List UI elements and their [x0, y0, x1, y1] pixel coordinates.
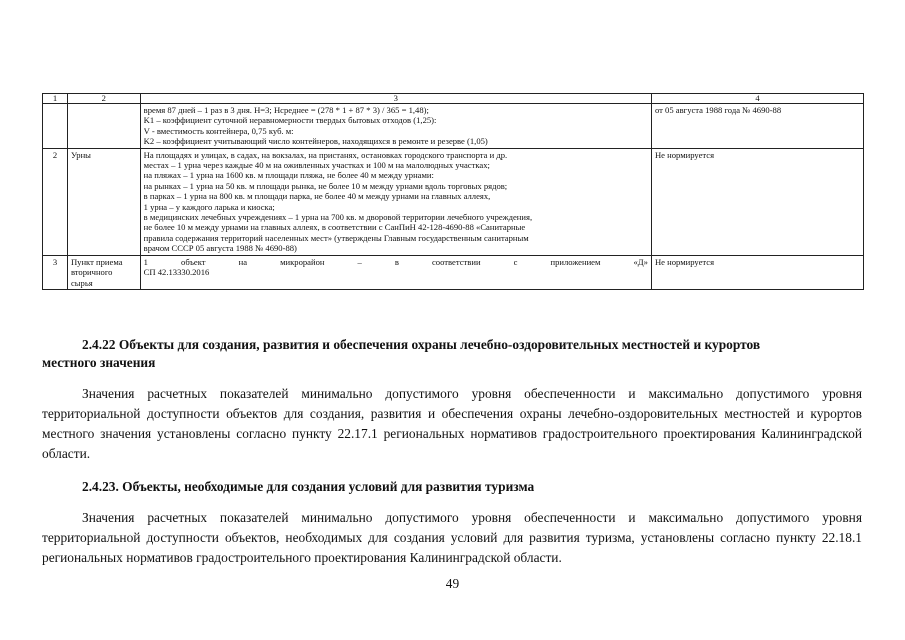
row-description — [140, 148, 651, 255]
spread-word: на — [238, 256, 248, 267]
spread-line — [144, 257, 648, 267]
description-line: На площадях и улицах, в садах, на вокзалах, на пристанях, остановках городского транспорта и др. — [143, 149, 508, 160]
heading-line: местного значения — [42, 355, 156, 370]
column-header: 3 — [140, 94, 651, 104]
description-line: врачом СССР 05 августа 1988 № 4690-88) — [143, 243, 297, 254]
spread-word: приложением — [550, 256, 601, 267]
description-line: на рынках – 1 урна на 50 кв. м площади рынка, не более 10 м между урнами вдоль торговых рядов; — [143, 180, 508, 191]
row-name-line: вторичного — [70, 267, 113, 278]
row-note: от 05 августа 1988 года № 4690-88 — [651, 104, 863, 149]
row-name — [67, 255, 140, 289]
row-note: Не нормируется — [651, 255, 863, 289]
description-line: V - вместимость контейнера, 0,75 куб. м: — [143, 125, 294, 136]
table-row — [43, 104, 864, 149]
section-paragraph-2-4-23 — [42, 508, 862, 568]
spread-word: микрорайон — [280, 256, 325, 267]
row-name-line: сырья — [70, 277, 93, 288]
table-row — [43, 148, 864, 255]
paragraph-text: Значения расчетных показателей минимально допустимого уровня обеспеченности и максимально допустимого уровня территориальной доступности объектов, необходимых для создания условий для развития туризма, установлены согласно пункту 22.18.1 региональных нормативов градостроительного проектирования Калининградской области. — [42, 510, 862, 565]
row-number — [43, 104, 68, 149]
description-line: СП 42.13330.2016 — [143, 267, 210, 278]
description-line: правила содержания территорий населенных мест» (утверждены Главным государственным санитарным — [143, 232, 529, 243]
row-number: 3 — [43, 255, 68, 289]
row-description — [140, 255, 651, 289]
spread-word: 1 — [143, 256, 148, 267]
description-line: K2 – коэффициент учитывающий число контейнеров, находящихся в ремонте и резерве (1,05) — [143, 136, 488, 147]
spread-word: соответствии — [431, 256, 481, 267]
heading-line: 2.4.23. Объекты, необходимые для создания условий для развития туризма — [82, 479, 535, 494]
section-heading-2-4-23 — [82, 478, 862, 496]
norms-table — [42, 93, 864, 290]
table-row — [43, 255, 864, 289]
paragraph-text: Значения расчетных показателей минимально допустимого уровня обеспеченности и максимально допустимого уровня территориальной доступности объектов для создания, развития и обеспечения охраны лечебно-оздоровительных местностей и курортов местного значения установлены согласно пункту 22.17.1 региональных нормативов градостроительного проектирования Калининградской области. — [42, 386, 862, 461]
spread-word: с — [513, 256, 518, 267]
description-line: местах – 1 урна через каждые 40 м на оживленных участках и 100 м на малолюдных участках; — [143, 160, 490, 171]
spread-word: объект — [181, 256, 206, 267]
spread-word: «Д» — [633, 256, 648, 267]
column-header: 4 — [651, 94, 863, 104]
row-name — [67, 104, 140, 149]
row-number: 2 — [43, 148, 68, 255]
row-name: Урны — [67, 148, 140, 255]
page-number: 49 — [445, 576, 460, 591]
description-line: не более 10 м между урнами на главных аллеях, в соответствии с СанПиН 42-128-4690-88 «Санитарные — [143, 222, 526, 233]
description-line: в медицинских лечебных учреждениях – 1 урна на 700 кв. м дворовой территории лечебного учреждения, — [143, 212, 533, 223]
description-line: время 87 дней – 1 раз в 3 дня. Н=3; Нсреднее = (278 * 1 + 87 * 3) / 365 = 1,48); — [143, 105, 429, 115]
row-name-line: Пункт приема — [70, 256, 123, 267]
heading-line: 2.4.22 Объекты для создания, развития и обеспечения охраны лечебно-оздоровительных местностей и курортов — [82, 337, 761, 352]
section-heading-2-4-22 — [82, 336, 862, 354]
row-note: Не нормируется — [651, 148, 863, 255]
row-description — [140, 104, 651, 149]
section-paragraph-2-4-22 — [42, 384, 862, 464]
spread-word: – — [357, 256, 362, 267]
column-header: 1 — [43, 94, 68, 104]
description-line: в парках – 1 урна на 800 кв. м площади парка, не более 40 м между урнами на главных аллеях, — [143, 191, 491, 202]
description-line: K1 – коэффициент суточной неравномерности твердых бытовых отходов (1,25): — [143, 115, 437, 126]
description-line: 1 урна – у каждого ларька и киоска; — [143, 201, 275, 212]
description-line: на пляжах – 1 урна на 1600 кв. м площади пляжа, не более 40 м между урнами: — [143, 170, 434, 181]
table-header-row — [43, 94, 864, 104]
section-heading-2-4-22-cont — [42, 354, 822, 372]
column-header: 2 — [67, 94, 140, 104]
spread-word: в — [394, 256, 399, 267]
